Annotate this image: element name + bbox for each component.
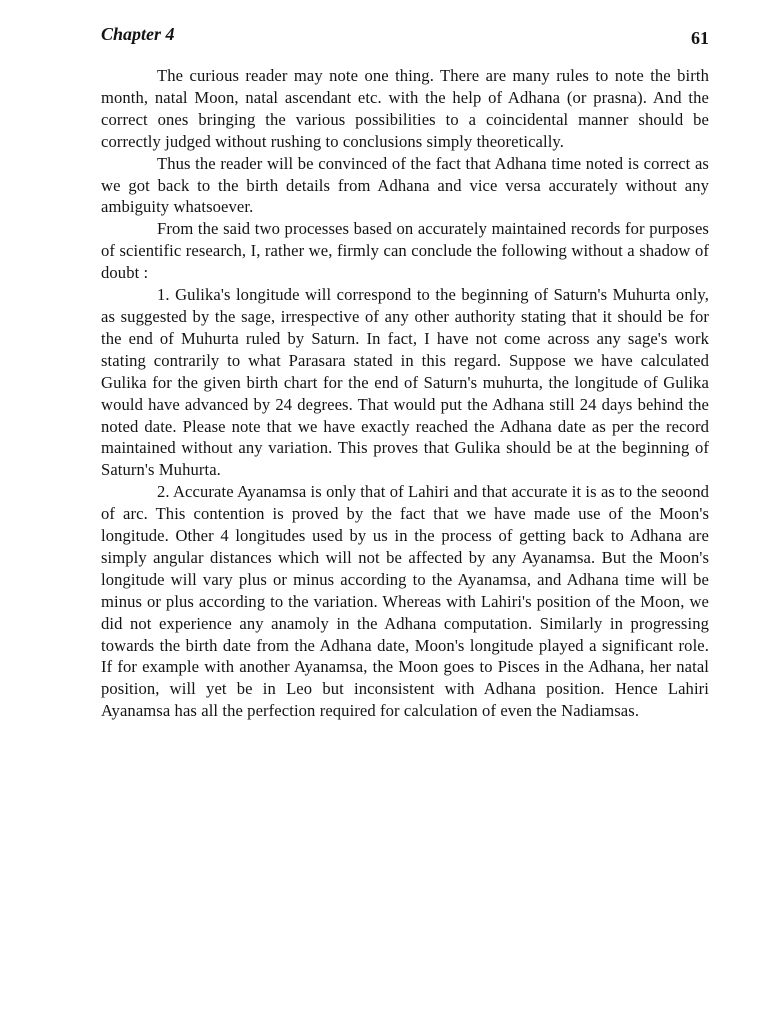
paragraph-gulika-longitude: 1. Gulika's longitude will correspond to the beginning of Saturn's Muhurta only, as suggested by the sage, irrespective of any other authority stating that it should be for the end of Muhurta ruled by Saturn. In fact, I have not come across any sage's work stating contrarily to what Parasara stated in this regard. Suppose we have calculated Gulika for the given birth chart for the end of Saturn's muhurta, the longitude of Gulika would have advanced by 24 degrees. That would put the Adhana still 24 days behind the noted date. Please note that we have exactly reached the Adhana date as per the record maintained without any variation. This proves that Gulika should be at the beginning of Saturn's Muhurta. xyxy=(101,285,709,480)
paragraph-convinced: Thus the reader will be convinced of the fact that Adhana time noted is correct as we got back to the birth details from Adhana and vice versa accurately without any ambiguity whatsoever. xyxy=(101,153,709,217)
chapter-heading: Chapter 4 xyxy=(101,24,175,44)
paragraph-two-processes: From the said two processes based on accurately maintained records for purposes of scientific research, I, rather we, firmly can conclude the following without a shadow of doubt : xyxy=(101,219,709,283)
page-header xyxy=(101,24,709,50)
page-number: 61 xyxy=(691,28,709,48)
paragraph-curious-reader: The curious reader may note one thing. There are many rules to note the birth month, natal Moon, natal ascendant etc. with the help of Adhana (or prasna). And the correct ones bringing the various possibilities to a coincidental manner should be correctly judged without rushing to conclusions simply theoretically. xyxy=(101,66,709,151)
body-text xyxy=(101,65,709,722)
paragraph-lahiri-ayanamsa: 2. Accurate Ayanamsa is only that of Lahiri and that accurate it is as to the seoond of arc. This contention is proved by the fact that we have made use of the Moon's longitude. Other 4 longitudes used by us in the process of getting back to Adhana are simply angular distances which will not be affected by any Ayanamsa. But the Moon's longitude will vary plus or minus according to the Ayanamsa, and Adhana time will be minus or plus according to the variation. Whereas with Lahiri's position of the Moon, we did not experience any anamoly in the Adhana computation. Similarly in progressing towards the birth date from the Adhana date, Moon's longitude played a significant role. If for example with another Ayanamsa, the Moon goes to Pisces in the Adhana, her natal position, will yet be in Leo but inconsistent with Adhana position. Hence Lahiri Ayanamsa has all the perfection required for calculation of even the Nadiamsas. xyxy=(101,482,709,721)
